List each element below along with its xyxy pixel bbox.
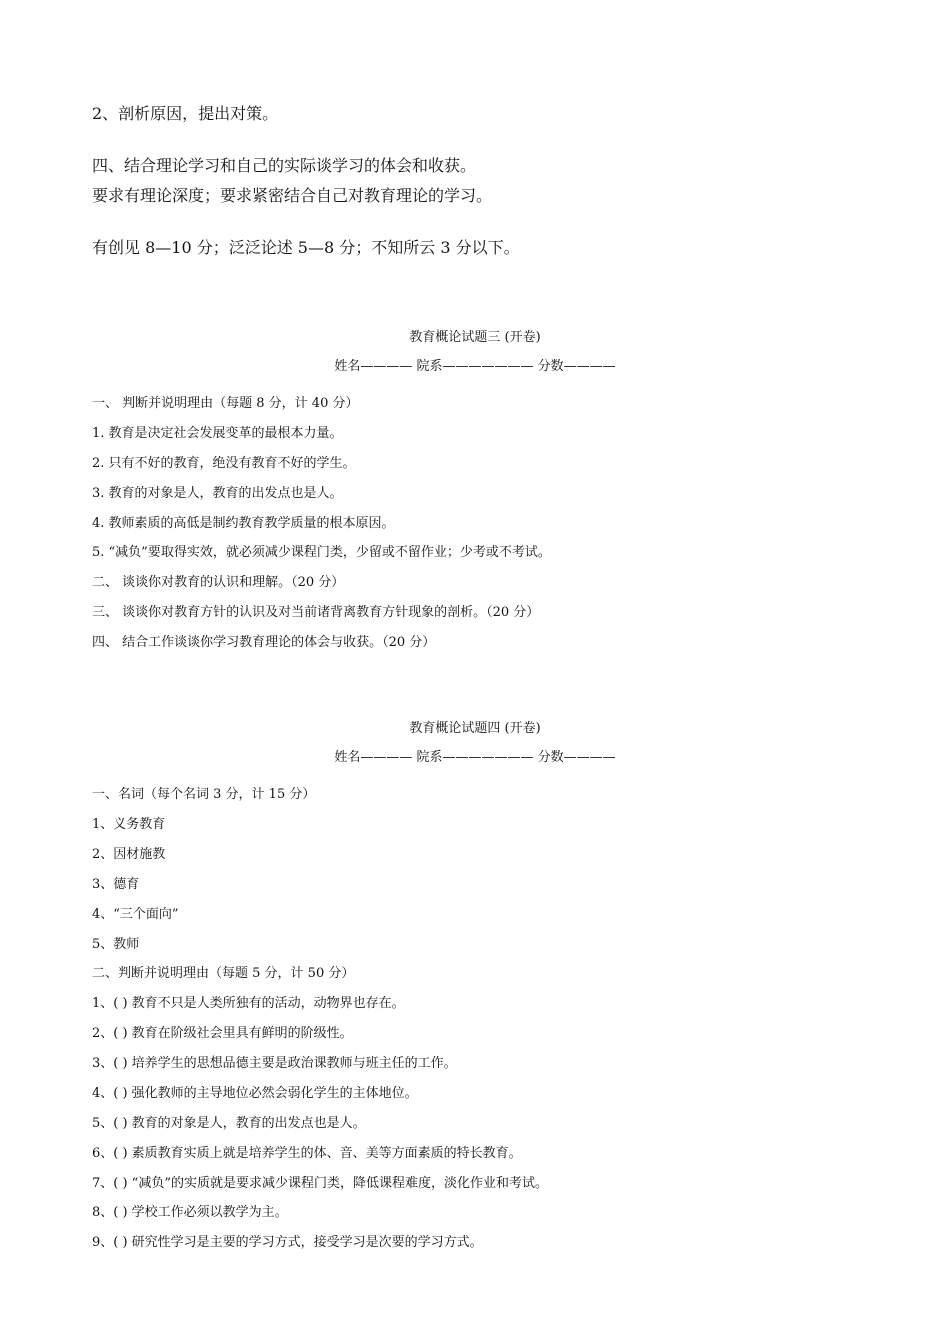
exam4-line: 2、因材施教 (92, 847, 166, 862)
exam4-line: 6、( ) 素质教育实质上就是培养学生的体、音、美等方面素质的特长教育。 (92, 1146, 522, 1161)
intro-line-4: 有创见 8—10 分；泛泛论述 5—8 分；不知所云 3 分以下。 (92, 238, 520, 257)
exam4-line: 1、( ) 教育不只是人类所独有的活动，动物界也存在。 (92, 996, 405, 1011)
intro-line-3: 要求有理论深度；要求紧密结合自己对教育理论的学习。 (92, 186, 493, 205)
exam4-line: 7、( ) “减负”的实质就是要求减少课程门类，降低课程难度，淡化作业和考试。 (92, 1176, 548, 1191)
exam3-line: 三、 谈谈你对教育方针的认识及对当前诸背离教育方针现象的剖析。（20 分） (92, 605, 540, 620)
exam4-line: 9、( ) 研究性学习是主要的学习方式，接受学习是次要的学习方式。 (92, 1235, 483, 1250)
exam4-line: 4、“三个面向” (92, 907, 179, 922)
exam4-meta: 姓名———— 院系——————— 分数———— (334, 750, 616, 765)
exam3-line: 3. 教育的对象是人，教育的出发点也是人。 (92, 486, 343, 501)
exam4-line: 5、教师 (92, 937, 140, 952)
exam3-line: 一、 判断并说明理由（每题 8 分，计 40 分） (92, 396, 359, 411)
intro-line-2: 四、结合理论学习和自己的实际谈学习的体会和收获。 (92, 156, 477, 175)
exam3-title: 教育概论试题三 (开卷) (409, 330, 541, 345)
exam4-line: 4、( ) 强化教师的主导地位必然会弱化学生的主体地位。 (92, 1086, 418, 1101)
exam4-line: 3、( ) 培养学生的思想品德主要是政治课教师与班主任的工作。 (92, 1056, 457, 1071)
exam3-meta: 姓名———— 院系——————— 分数———— (334, 359, 616, 374)
exam3-line: 4. 教师素质的高低是制约教育教学质量的根本原因。 (92, 516, 395, 531)
exam4-line: 一、名词（每个名词 3 分，计 15 分） (92, 787, 316, 802)
exam3-line: 四、 结合工作谈谈你学习教育理论的体会与收获。（20 分） (92, 635, 436, 650)
exam4-line: 5、( ) 教育的对象是人，教育的出发点也是人。 (92, 1116, 366, 1131)
exam3-line: 5. “减负”要取得实效，就必须减少课程门类，少留或不留作业；少考或不考试。 (92, 545, 551, 560)
intro-line-1: 2、剖析原因，提出对策。 (92, 104, 279, 123)
exam3-line: 2. 只有不好的教育，绝没有教育不好的学生。 (92, 456, 356, 471)
exam4-line: 二、判断并说明理由（每题 5 分，计 50 分） (92, 966, 355, 981)
exam4-line: 8、( ) 学校工作必须以教学为主。 (92, 1205, 288, 1220)
exam4-line: 3、德育 (92, 877, 140, 892)
exam4-line: 2、( ) 教育在阶级社会里具有鲜明的阶级性。 (92, 1026, 353, 1041)
exam4-line: 1、义务教育 (92, 817, 166, 832)
exam4-title: 教育概论试题四 (开卷) (409, 721, 541, 736)
exam3-line: 1. 教育是决定社会发展变革的最根本力量。 (92, 426, 343, 441)
exam3-line: 二、 谈谈你对教育的认识和理解。（20 分） (92, 575, 345, 590)
